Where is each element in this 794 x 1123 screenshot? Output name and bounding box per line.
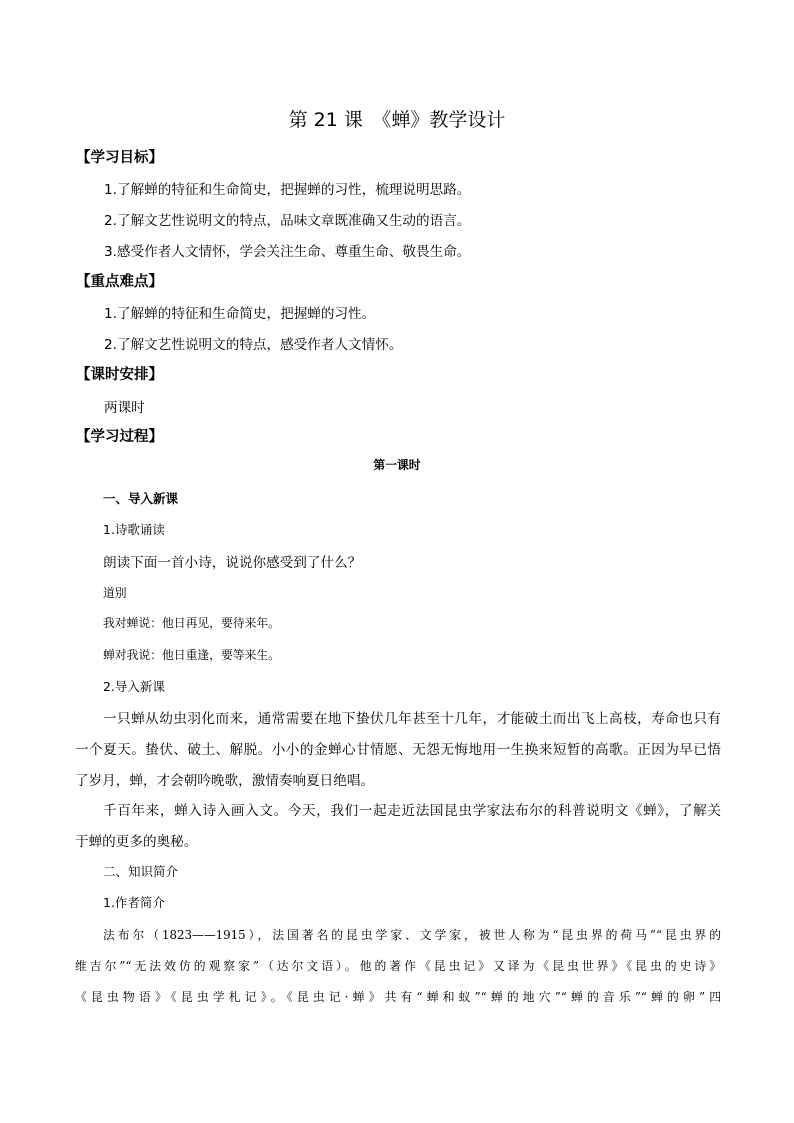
objective-item: 1.了解蝉的特征和生命简史，把握蝉的习性，梳理说明思路。 (104, 182, 471, 198)
paragraph-line: 千百年来，蝉入诗入画入文。今天，我们一起走近法国昆虫学家法布尔的科普说明文《蝉》，了解关 (103, 803, 721, 819)
lesson-label: 第一课时 (373, 458, 421, 472)
poem-title: 道别 (103, 586, 127, 600)
section-heading-key-points: 【重点难点】 (76, 274, 163, 290)
paragraph-line: 了岁月，蝉，才会朝吟晚歌，激情奏响夏日绝唱。 (75, 773, 375, 789)
sub-heading: 1.诗歌诵读 (103, 522, 165, 537)
paragraph-line: 一只蝉从幼虫羽化而来，通常需要在地下蛰伏几年甚至十几年，才能破土而出飞上高枝，寿命也只有 (103, 711, 721, 727)
prompt-text: 朗读下面一首小诗，说说你感受到了什么？ (103, 555, 362, 571)
sub-heading: 2.导入新课 (103, 679, 165, 694)
schedule-text: 两课时 (104, 400, 145, 416)
section-heading-schedule: 【课时安排】 (76, 367, 163, 383)
paragraph-line: 法布尔（1823——1915），法国著名的昆虫学家、文学家，被世人称为“昆虫界的荷马”“昆虫界的 (103, 928, 721, 942)
paragraph-line: 于蝉的更多的奥秘。 (75, 834, 198, 850)
paragraph-line: 维吉尔”“无法效仿的观察家”（达尔文语）。他的著作《昆虫记》又译为《昆虫世界》《昆虫的史诗》 (75, 959, 721, 973)
key-point-item: 1.了解蝉的特征和生命简史，把握蝉的习性。 (104, 306, 376, 322)
objective-item: 3.感受作者人文情怀，学会关注生命、尊重生命、敬畏生命。 (104, 244, 471, 260)
section-heading-objectives: 【学习目标】 (76, 150, 163, 166)
part-heading: 一、导入新课 (103, 491, 179, 506)
section-heading-process: 【学习过程】 (76, 429, 163, 445)
key-point-item: 2.了解文艺性说明文的特点，感受作者人文情怀。 (104, 337, 403, 353)
part-heading: 二、知识简介 (103, 864, 179, 879)
paragraph-line: 《昆虫物语》《昆虫学札记》。《昆虫记·蝉》共有“蝉和蚁”“蝉的地穴”“蝉的音乐”“蝉的卵”四 (75, 990, 721, 1004)
page-title: 第 21 课 《蝉》教学设计 (288, 109, 506, 131)
poem-line: 蝉对我说：他日重逢，要等来生。 (103, 648, 280, 662)
paragraph-line: 一个夏天。蛰伏、破土、解脱。小小的金蝉心甘情愿、无怨无悔地用一生换来短暂的高歌。正因为早已悟 (75, 742, 721, 758)
objective-item: 2.了解文艺性说明文的特点，品味文章既准确又生动的语言。 (104, 213, 471, 229)
poem-line: 我对蝉说：他日再见，要待来年。 (103, 616, 280, 630)
sub-heading: 1.作者简介 (103, 895, 165, 910)
